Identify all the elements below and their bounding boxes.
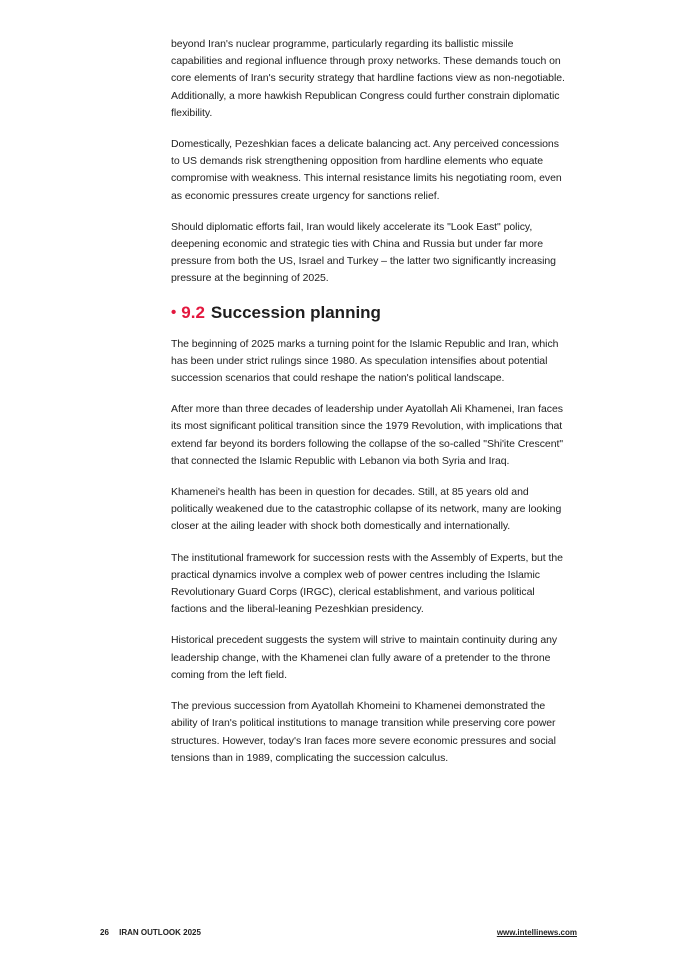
body-paragraph: The previous succession from Ayatollah Khomeini to Khamenei demonstrated the ability of Iran's political institutions to manage transition while preserving core power structures. However, today's Iran faces more severe economic pressures and social tensions than in 1989, complicating the succession calculus. bbox=[171, 700, 556, 764]
body-paragraph: Khamenei's health has been in question for decades. Still, at 85 years old and politically weakened due to the catastrophic collapse of its network, many are looking closer at the ailing leader with shock both domestically and internationally. bbox=[171, 486, 562, 533]
body-paragraph: beyond Iran's nuclear programme, particularly regarding its ballistic missile capabilities and regional influence through proxy networks. These demands touch on core elements of Iran's security strategy that hardline factions view as non-negotiable. Additionally, a more hawkish Republican Congress could further constrain diplomatic flexibility. bbox=[171, 38, 565, 119]
page-footer bbox=[100, 928, 577, 937]
body-paragraph: Should diplomatic efforts fail, Iran would likely accelerate its "Look East" policy, deepening economic and strategic ties with China and Russia but under far more pressure from both the US, Israel and Turkey – the latter two significantly increasing pressure at the beginning of 2025. bbox=[171, 220, 556, 285]
section-number: 9.2 bbox=[181, 302, 205, 322]
body-paragraph: The beginning of 2025 marks a turning point for the Islamic Republic and Iran, which has been under strict rulings since 1980. As speculation intensifies about potential succession scenarios that could reshape the nation's political landscape. bbox=[171, 337, 559, 385]
bullet-icon: • bbox=[171, 303, 177, 321]
article-body bbox=[171, 36, 566, 781]
body-paragraph: After more than three decades of leadership under Ayatollah Ali Khamenei, Iran faces its most significant political transition since the 1979 Revolution, with implications that extend far beyond its borders following the collapse of the so-called "Shi'ite Crescent" that connected the Islamic Republic with Lebanon via both Syria and Iraq. bbox=[171, 403, 564, 467]
publication-title: IRAN OUTLOOK 2025 bbox=[119, 928, 201, 937]
website-link[interactable]: www.intellinews.com bbox=[496, 928, 577, 937]
section-heading bbox=[171, 302, 566, 324]
body-paragraph: Historical precedent suggests the system will strive to maintain continuity during any leadership change, with the Khamenei clan fully aware of a pretender to the throne coming from the left field. bbox=[171, 634, 558, 681]
page-number: 26 bbox=[100, 928, 109, 937]
footer-left bbox=[100, 928, 209, 937]
body-paragraph: The institutional framework for succession rests with the Assembly of Experts, but the practical dynamics involve a complex web of power centres including the Islamic Revolutionary Guard Corps (IRGC), clerical establishment, and various political factions and the liberal-leaning Pezeshkian presidency. bbox=[171, 551, 563, 616]
body-paragraph: Domestically, Pezeshkian faces a delicate balancing act. Any perceived concessions to US demands risk strengthening opposition from hardline elements who equate compromise with weakness. This internal resistance limits his negotiating room, even as economic pressures create urgency for sanctions relief. bbox=[171, 138, 562, 202]
section-title: Succession planning bbox=[210, 302, 381, 322]
